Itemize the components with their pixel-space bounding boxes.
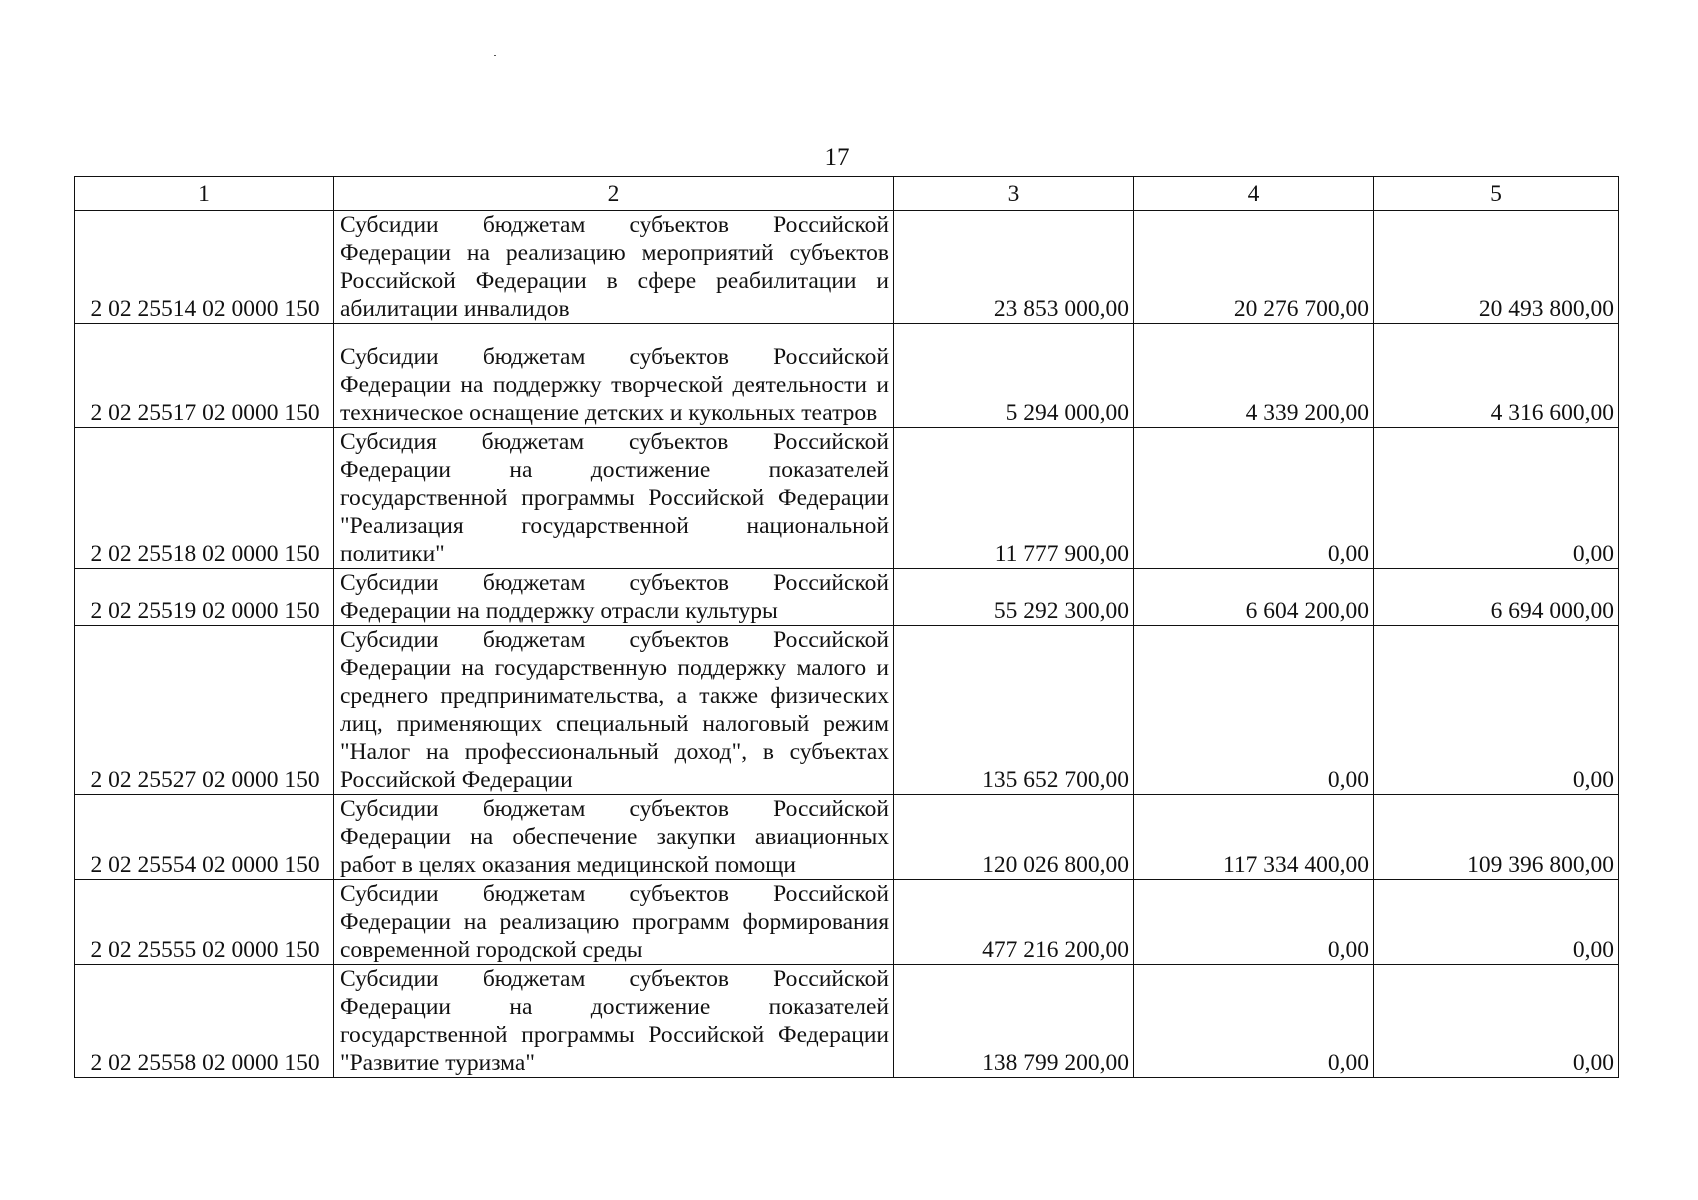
amount-col4-cell: 6 604 200,00: [1134, 569, 1374, 626]
table-row: [75, 965, 1619, 1078]
table-row: [75, 324, 1619, 428]
amount-col4-cell: 0,00: [1134, 880, 1374, 965]
amount-col4-cell: 4 339 200,00: [1134, 324, 1374, 428]
description-cell: Субсидии бюджетам субъектов Российской Федерации на поддержку творческой деятельности и техническое оснащение детских и кукольных театров: [334, 324, 894, 428]
description-cell: Субсидии бюджетам субъектов Российской Федерации на реализацию мероприятий субъектов Российской Федерации в сфере реабилитации и абилитации инвалидов: [334, 211, 894, 324]
amount-col3-cell: 23 853 000,00: [894, 211, 1134, 324]
amount-col3-cell: 11 777 900,00: [894, 428, 1134, 569]
amount-col5-cell: 0,00: [1374, 880, 1619, 965]
amount-col4-cell: 20 276 700,00: [1134, 211, 1374, 324]
table-row: [75, 428, 1619, 569]
header-cell-2: 2: [334, 177, 894, 211]
code-cell: 2 02 25514 02 0000 150: [75, 211, 334, 324]
amount-col3-cell: 120 026 800,00: [894, 795, 1134, 880]
table-row: [75, 880, 1619, 965]
amount-col4-cell: 117 334 400,00: [1134, 795, 1374, 880]
code-cell: 2 02 25554 02 0000 150: [75, 795, 334, 880]
code-cell: 2 02 25555 02 0000 150: [75, 880, 334, 965]
table-row: [75, 795, 1619, 880]
amount-col3-cell: 138 799 200,00: [894, 965, 1134, 1078]
description-cell: Субсидия бюджетам субъектов Российской Федерации на достижение показателей государственной программы Российской Федерации "Реализация государственной национальной политики": [334, 428, 894, 569]
amount-col5-cell: 6 694 000,00: [1374, 569, 1619, 626]
amount-col5-cell: 0,00: [1374, 428, 1619, 569]
description-cell: Субсидии бюджетам субъектов Российской Федерации на поддержку отрасли культуры: [334, 569, 894, 626]
amount-col5-cell: 0,00: [1374, 965, 1619, 1078]
scan-speck: [494, 55, 496, 56]
code-cell: 2 02 25558 02 0000 150: [75, 965, 334, 1078]
description-cell: Субсидии бюджетам субъектов Российской Федерации на достижение показателей государственной программы Российской Федерации "Развитие туризма": [334, 965, 894, 1078]
amount-col5-cell: 109 396 800,00: [1374, 795, 1619, 880]
amount-col3-cell: 477 216 200,00: [894, 880, 1134, 965]
table-header-row: [75, 177, 1619, 211]
description-cell: Субсидии бюджетам субъектов Российской Федерации на государственную поддержку малого и среднего предпринимательства, а также физических лиц, применяющих специальный налоговый режим "Налог на профессиональный доход", в субъектах Российской Федерации: [334, 626, 894, 795]
header-cell-5: 5: [1374, 177, 1619, 211]
amount-col4-cell: 0,00: [1134, 965, 1374, 1078]
header-cell-4: 4: [1134, 177, 1374, 211]
description-cell: Субсидии бюджетам субъектов Российской Федерации на реализацию программ формирования современной городской среды: [334, 880, 894, 965]
amount-col5-cell: 4 316 600,00: [1374, 324, 1619, 428]
amount-col3-cell: 55 292 300,00: [894, 569, 1134, 626]
amount-col4-cell: 0,00: [1134, 626, 1374, 795]
table-row: [75, 569, 1619, 626]
header-cell-1: 1: [75, 177, 334, 211]
amount-col3-cell: 5 294 000,00: [894, 324, 1134, 428]
description-cell: Субсидии бюджетам субъектов Российской Федерации на обеспечение закупки авиационных работ в целях оказания медицинской помощи: [334, 795, 894, 880]
amount-col5-cell: 0,00: [1374, 626, 1619, 795]
code-cell: 2 02 25517 02 0000 150: [75, 324, 334, 428]
budget-table: [74, 176, 1619, 1078]
amount-col5-cell: 20 493 800,00: [1374, 211, 1619, 324]
amount-col4-cell: 0,00: [1134, 428, 1374, 569]
code-cell: 2 02 25527 02 0000 150: [75, 626, 334, 795]
page-number-text: 17: [824, 144, 850, 171]
header-cell-3: 3: [894, 177, 1134, 211]
code-cell: 2 02 25519 02 0000 150: [75, 569, 334, 626]
code-cell: 2 02 25518 02 0000 150: [75, 428, 334, 569]
table-row: [75, 211, 1619, 324]
table-row: [75, 626, 1619, 795]
page-number: [0, 143, 1698, 173]
amount-col3-cell: 135 652 700,00: [894, 626, 1134, 795]
